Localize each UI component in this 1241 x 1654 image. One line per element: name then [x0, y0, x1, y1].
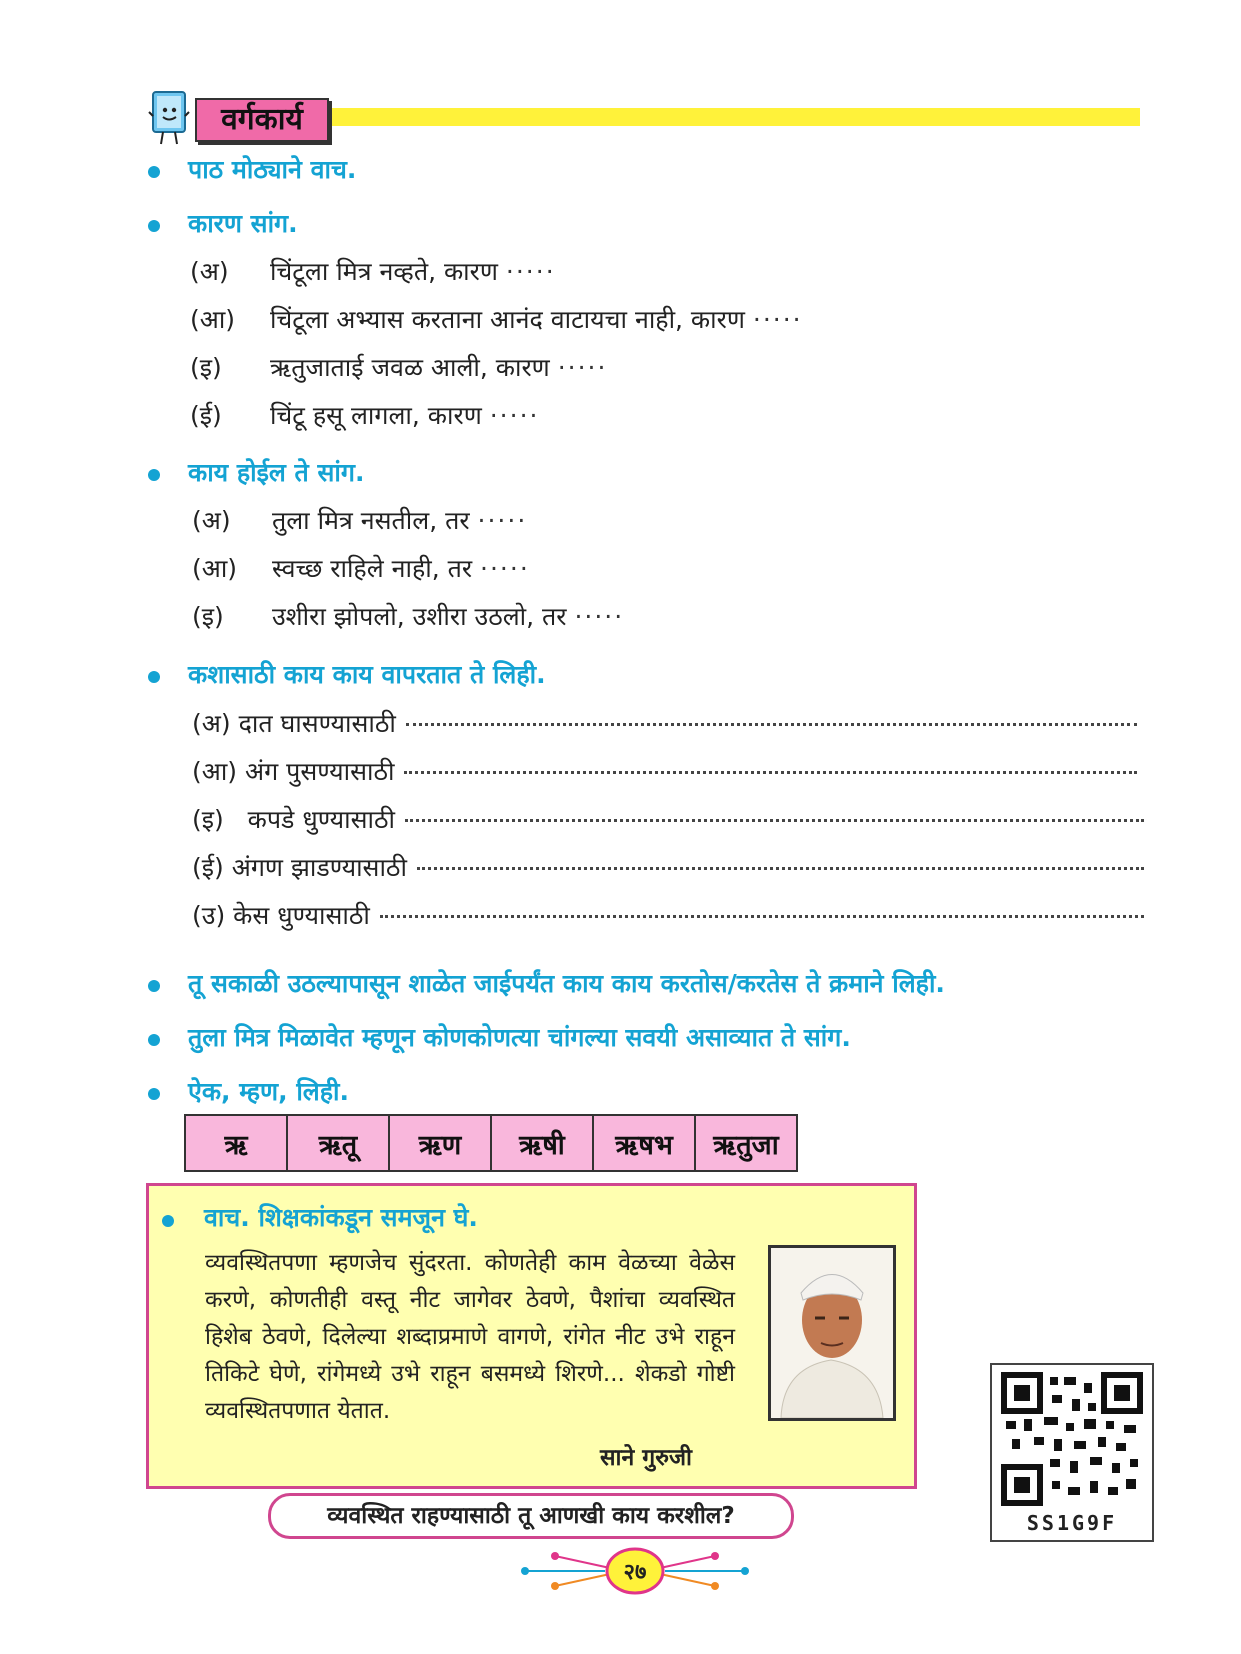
item-dots: ·····	[752, 305, 803, 334]
letter-cell: ऋण	[389, 1115, 491, 1171]
item-text: चिंटू हसू लागला, कारण	[269, 401, 482, 430]
page-number: २७	[623, 1560, 647, 1585]
item-dots: ·····	[574, 602, 625, 631]
answer-blank[interactable]	[380, 914, 1144, 918]
bullet-icon	[148, 220, 160, 232]
item-label: (इ)	[192, 805, 224, 834]
item-label: (आ)	[192, 554, 238, 583]
bullet-icon	[148, 1034, 160, 1046]
qr-code[interactable]	[990, 1363, 1154, 1542]
item-label: (अ)	[190, 257, 229, 286]
letter-cell: ऋतुजा	[695, 1115, 797, 1171]
item-dots: ·····	[557, 353, 608, 382]
item-text: चिंटूला अभ्यास करताना आनंद वाटायचा नाही, कारण	[269, 305, 745, 334]
note-heading: वाच. शिक्षकांकडून समजून घे.	[204, 1203, 478, 1232]
item-dots: ·····	[505, 257, 556, 286]
qr-pattern-icon	[994, 1369, 1150, 1509]
bullet-icon	[148, 166, 160, 178]
bullet-icon	[148, 1088, 160, 1100]
item-label: (अ)	[192, 709, 231, 738]
portrait-image	[768, 1245, 896, 1421]
letter-cell: ऋषभ	[593, 1115, 695, 1171]
list-item	[192, 599, 624, 633]
answer-blank[interactable]	[406, 722, 1137, 726]
item-text: ऋतुजाताई जवळ आली, कारण	[269, 353, 550, 382]
item-label: (इ)	[190, 353, 222, 382]
book-mascot-icon	[145, 88, 197, 148]
item-dots: ·····	[480, 554, 530, 583]
heading-good-habits: तुला मित्र मिळावेत म्हणून कोणकोणत्या चांगल्या सवयी असाव्यात ते सांग.	[188, 1023, 851, 1052]
item-label: (आ)	[190, 305, 236, 334]
qr-code-label: SS1G9F	[1026, 1511, 1118, 1535]
heading-read-aloud: पाठ मोठ्याने वाच.	[188, 155, 357, 184]
item-text: स्वच्छ राहिले नाही, तर	[271, 554, 473, 583]
list-item	[190, 254, 556, 288]
heading-listen-say-write: ऐक, म्हण, लिही.	[188, 1077, 349, 1106]
letter-cell: ऋषी	[491, 1115, 593, 1171]
header-bar	[310, 108, 1140, 126]
item-label: (ई)	[192, 853, 224, 882]
bullet-icon	[148, 980, 160, 992]
heading-what-used-for: कशासाठी काय काय वापरतात ते लिही.	[188, 660, 546, 689]
bullet-icon	[162, 1215, 174, 1227]
item-text: दात घासण्यासाठी	[238, 709, 396, 738]
heading-give-reason: कारण सांग.	[188, 209, 298, 238]
item-label: (इ)	[192, 602, 224, 631]
item-label: (उ)	[192, 901, 226, 930]
answer-blank[interactable]	[404, 770, 1137, 774]
item-label: (अ)	[192, 506, 231, 535]
question-callout: व्यवस्थित राहण्यासाठी तू आणखी काय करशील?	[268, 1493, 794, 1539]
letter-cell: ऋतू	[287, 1115, 389, 1171]
item-text: अंग पुसण्यासाठी	[245, 757, 395, 786]
fill-in-row	[192, 802, 1144, 836]
fill-in-row	[192, 754, 1137, 788]
letter-cell: ऋ	[185, 1115, 287, 1171]
item-text: चिंटूला मित्र नव्हते, कारण	[269, 257, 498, 286]
fill-in-row	[192, 898, 1144, 932]
item-label: (ई)	[190, 401, 222, 430]
fill-in-row	[192, 706, 1137, 740]
list-item	[190, 350, 607, 384]
list-item	[190, 302, 803, 336]
item-dots: ·····	[477, 506, 528, 535]
list-item	[192, 551, 530, 585]
answer-blank[interactable]	[405, 818, 1144, 822]
list-item	[190, 398, 539, 432]
item-text: उशीरा झोपलो, उशीरा उठलो, तर	[271, 602, 567, 631]
item-label: (आ)	[192, 757, 238, 786]
list-item	[192, 503, 527, 537]
item-text: कपडे धुण्यासाठी	[247, 805, 395, 834]
fill-in-row	[192, 850, 1144, 884]
answer-blank[interactable]	[417, 866, 1144, 870]
heading-morning-routine: तू सकाळी उठल्यापासून शाळेत जाईपर्यंत काय काय करतोस/करतेस ते क्रमाने लिही.	[188, 969, 945, 998]
item-text: केस धुण्यासाठी	[233, 901, 370, 930]
note-paragraph: व्यवस्थितपणा म्हणजेच सुंदरता. कोणतेही काम वेळच्या वेळेस करणे, कोणतीही वस्तू नीट जागेवर ठेवणे, पैशांचा व्यवस्थित हिशेब ठेवणे, दिलेल्या शब्दाप्रमाणे वागणे, रांगेत नीट उभे राहून तिकिटे घेणे, रांगेमध्ये उभे राहून बसमध्ये शिरणे... शेकडो गोष्टी व्यवस्थितपणात येतात.	[205, 1250, 735, 1424]
item-text: अंगण झाडण्यासाठी	[231, 853, 407, 882]
section-title: वर्गकार्य	[195, 98, 329, 142]
item-text: तुला मित्र नसतील, तर	[271, 506, 470, 535]
letters-table	[184, 1114, 798, 1172]
heading-what-will-happen: काय होईल ते सांग.	[188, 458, 365, 487]
note-author: साने गुरुजी	[600, 1445, 693, 1471]
bullet-icon	[148, 671, 160, 683]
item-dots: ·····	[489, 401, 540, 430]
bullet-icon	[148, 469, 160, 481]
